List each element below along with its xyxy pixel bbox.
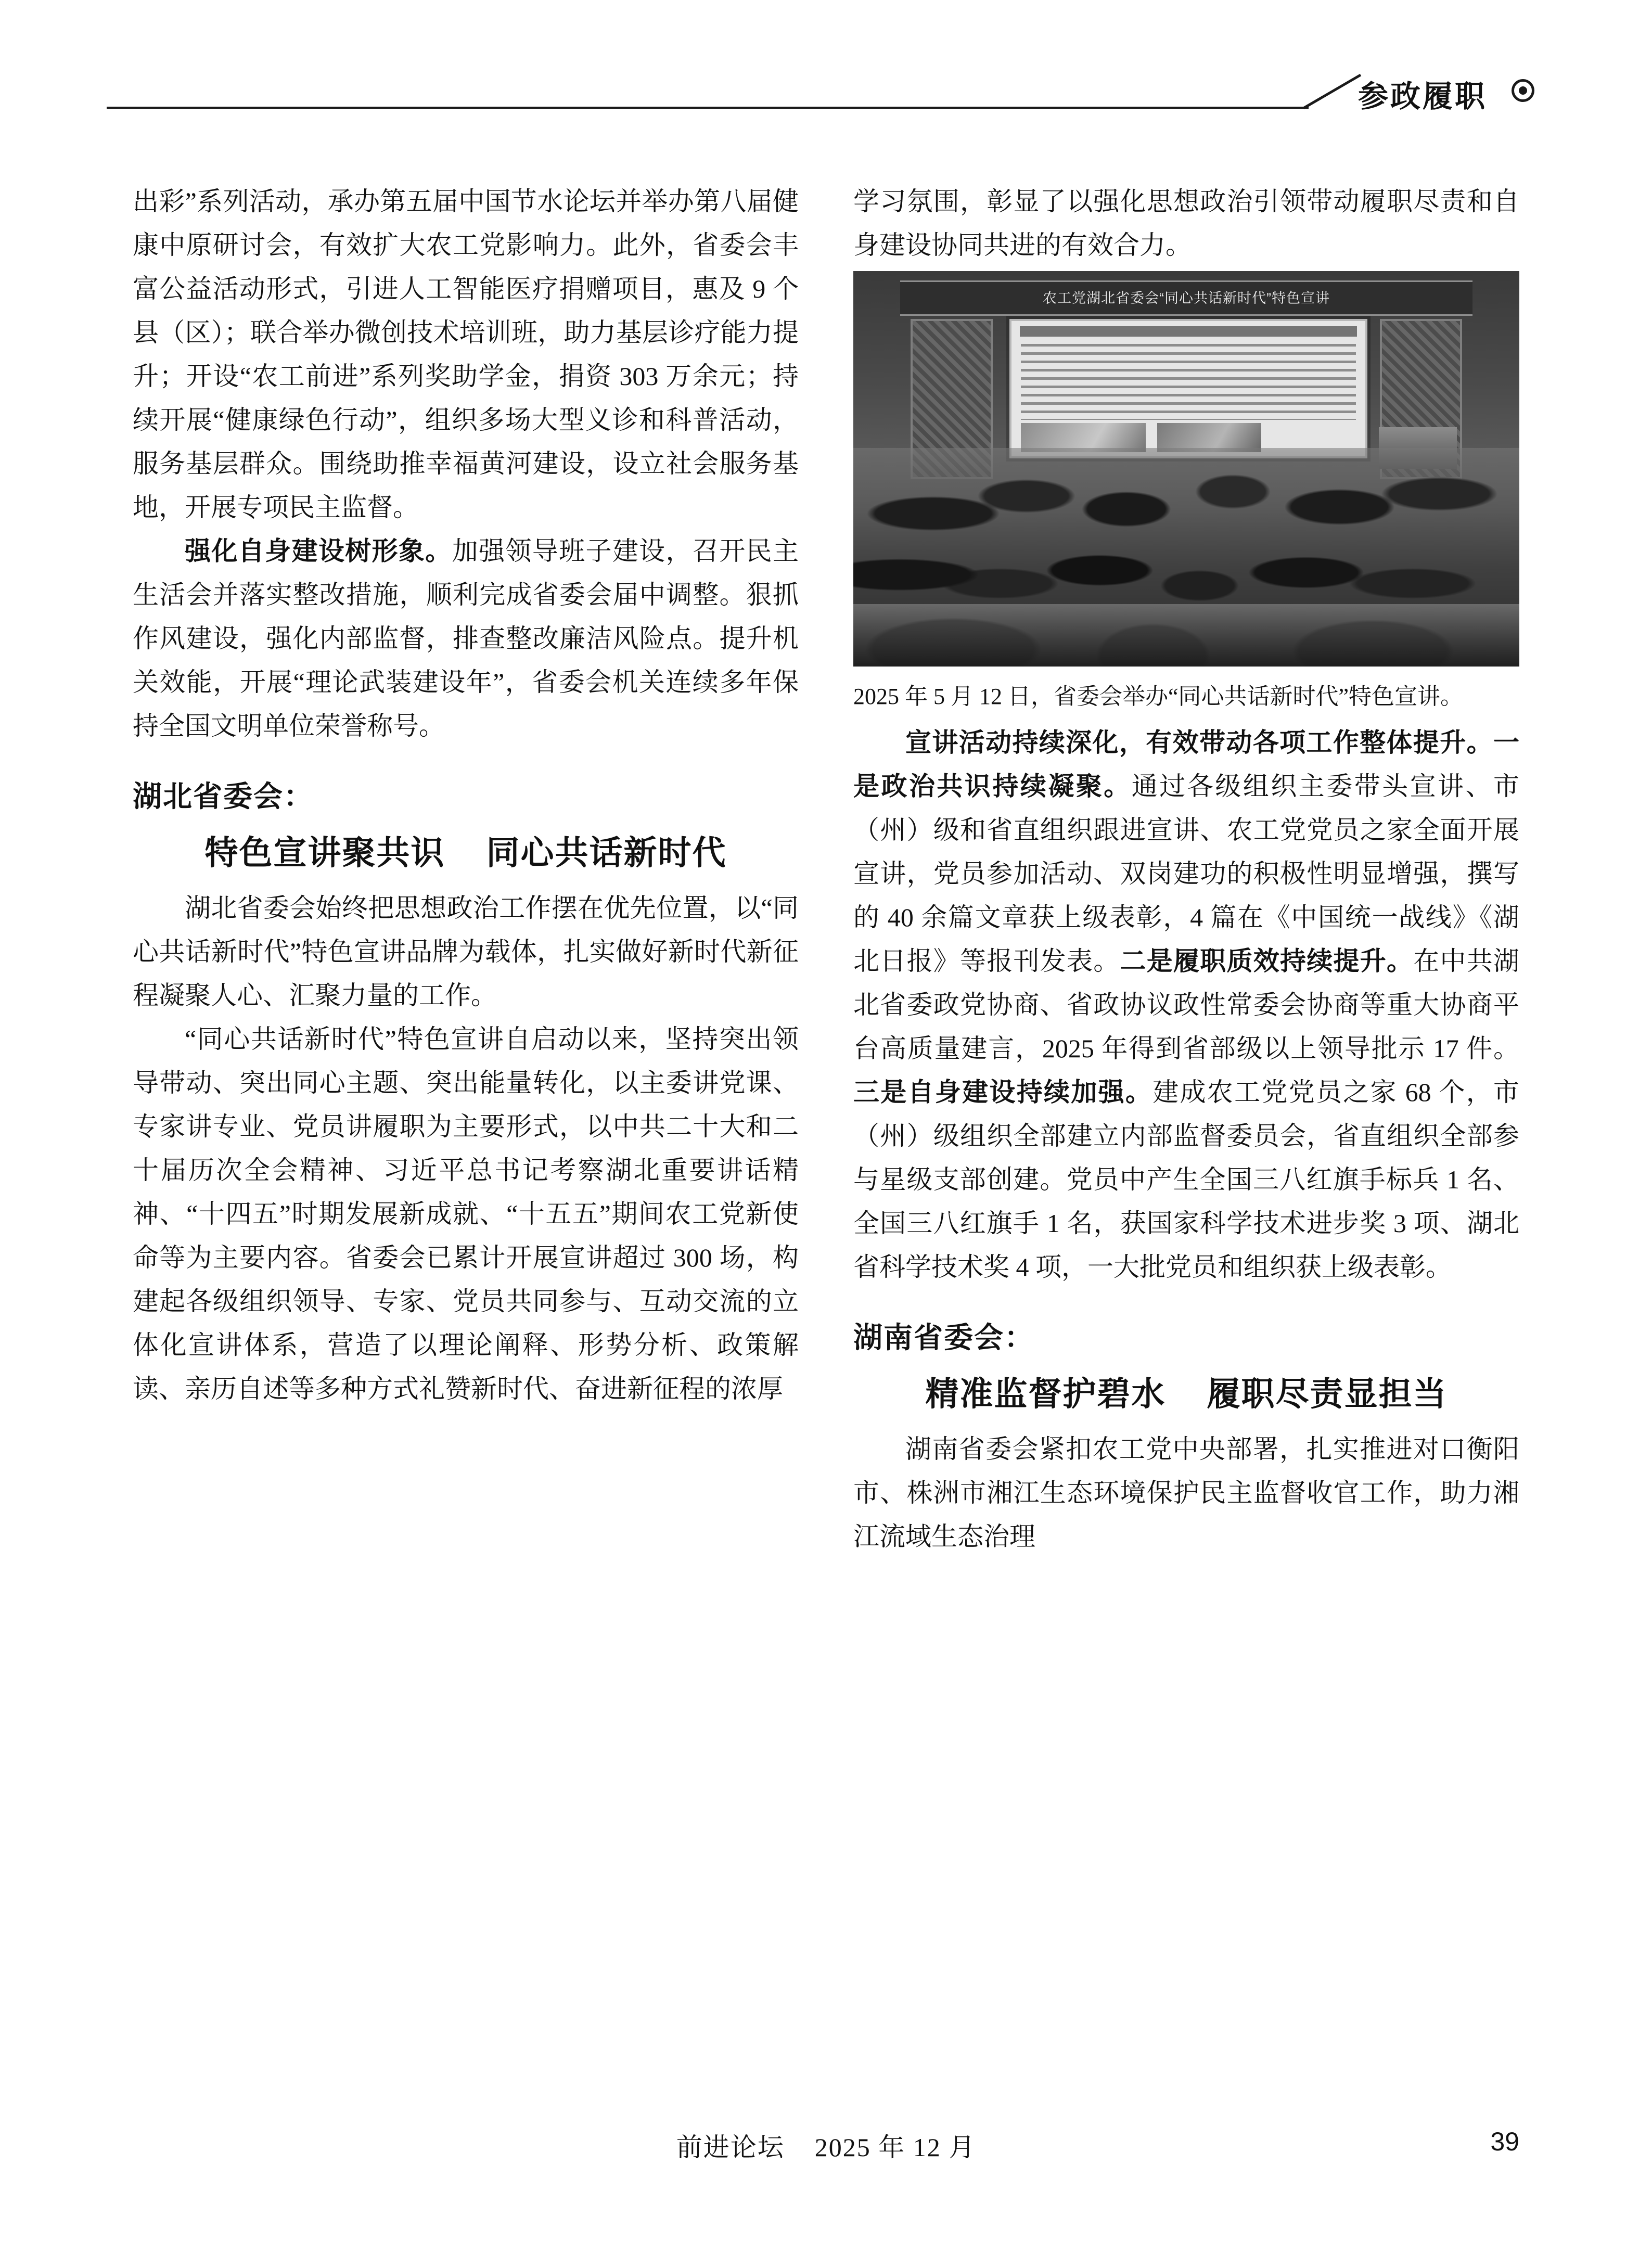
section-label-hubei: 湖北省委会：: [133, 780, 314, 813]
runin-body: 加强领导班子建设，召开民主生活会并落实整改措施，顺利完成省委会届中调整。狠抓作风建设，强化内部监督，排查整改廉洁风险点。提升机关效能，开展“理论武装建设年”，省委会机关连续多年保持全国文明单位荣誉称号。: [133, 536, 799, 740]
paragraph-hunan-1: 湖南省委会紧扣农工党中央部署，扎实推进对口衡阳市、株洲市湘江生态环境保护民主监督收官工作，助力湘江流域生态治理: [853, 1434, 1519, 1551]
article-headline-hunan: 精准监督护碧水 履职尽责显担当: [925, 1375, 1448, 1413]
point-3-text: 建成农工党党员之家 68 个，市（州）级组织全部建立内部监督委员会，省直组织全部参与星级支部创建。党员中产生全国三八红旗手标兵 1 名、全国三八红旗手 1 名，获国家科学技术进步奖 3 项、湖北省科学技术奖 4 项，一大批党员和组织获上级表彰。: [853, 1078, 1520, 1282]
article-headline-hubei: 特色宣讲聚共识 同心共话新时代: [204, 834, 727, 872]
paragraph-continued: 出彩”系列活动，承办第五届中国节水论坛并举办第八届健康中原研讨会，有效扩大农工党影响力。此外，省委会丰富公益活动形式，引进人工智能医疗捐赠项目，惠及 9 个县（区）；联合举办微创技术培训班，助力基层诊疗能力提升；开设“农工前进”系列奖助学金，捐资 303 万余元；持续开展“健康绿色行动”，组织多场大型义诊和科普活动，服务基层群众。围绕助推幸福黄河建设，设立社会服务基地，开展专项民主监督。: [133, 187, 799, 522]
footer-publication: 前进论坛 2025 年 12 月: [676, 2133, 976, 2162]
point-1-text: 通过各级组织主委带头宣讲、市（州）级和省直组织跟进宣讲、农工党党员之家全面开展宣讲，党员参加活动、双岗建功的积极性明显增强，撰写的 40 余篇文章获上级表彰，4 篇在《中国统一战线》《湖北日报》等报刊发表。: [853, 772, 1520, 976]
header-rule: [107, 107, 1309, 109]
page-footer: [133, 2126, 1519, 2163]
runin-point-3: 三是自身建设持续加强。: [853, 1078, 1153, 1107]
projection-screen: [1009, 319, 1367, 458]
runin-point-2: 二是履职质效持续提升。: [1120, 946, 1414, 976]
runin-heading: 强化自身建设树形象。: [185, 536, 452, 566]
paragraph-hubei-results: [853, 721, 1519, 1289]
runin-heading-results: 宣讲活动持续深化，有效带动各项工作整体提升。: [905, 728, 1493, 757]
page-title: 参政履职: [1358, 80, 1488, 113]
left-column: [133, 180, 799, 1411]
lecture-hall-photo: [853, 271, 1519, 667]
right-column: [853, 180, 1519, 1558]
photo-caption: 2025 年 5 月 12 日，省委会举办“同心共话新时代”特色宣讲。: [853, 684, 1464, 709]
section-label-hunan: 湖南省委会：: [853, 1321, 1034, 1354]
point-2-text: 在中共湖北省委政党协商、省政协议政性常委会协商等重大协商平台高质量建言，2025 年得到省部级以上领导批示 17 件。: [853, 946, 1519, 1063]
paragraph-self-construction: [133, 529, 799, 748]
page-header: [0, 68, 1652, 135]
runin-point-1: 一是政治共识持续凝聚。: [853, 728, 1519, 801]
circle-dot-icon: [1512, 79, 1534, 102]
paragraph-continued-right: 学习氛围，彰显了以强化思想政治引领带动履职尽责和自身建设协同共进的有效合力。: [853, 187, 1519, 260]
paragraph-hubei-1: 湖北省委会始终把思想政治工作摆在优先位置，以“同心共话新时代”特色宣讲品牌为载体，扎实做好新时代新征程凝聚人心、汇聚力量的工作。: [133, 893, 799, 1010]
header-slant-decoration: [1303, 73, 1366, 109]
audience-tables: [853, 604, 1519, 667]
figure-block: [853, 271, 1519, 715]
footer-page-number: 39: [1490, 2127, 1519, 2156]
paragraph-hubei-2: “同心共话新时代”特色宣讲自启动以来，坚持突出领导带动、突出同心主题、突出能量转化，以主委讲党课、专家讲专业、党员讲履职为主要形式，以中共二十大和二十届历次全会精神、习近平总书记考察湖北重要讲话精神、“十四五”时期发展新成就、“十五五”期间农工党新使命等为主要内容。省委会已累计开展宣讲超过 300 场，构建起各级组织领导、专家、党员共同参与、互动交流的立体化宣讲体系，营造了以理论阐释、形势分析、政策解读、亲历自述等多种方式礼赞新时代、奋进新征程的浓厚: [133, 1024, 799, 1403]
photo-banner-text: 农工党湖北省委会“同心共话新时代”特色宣讲: [900, 280, 1472, 316]
